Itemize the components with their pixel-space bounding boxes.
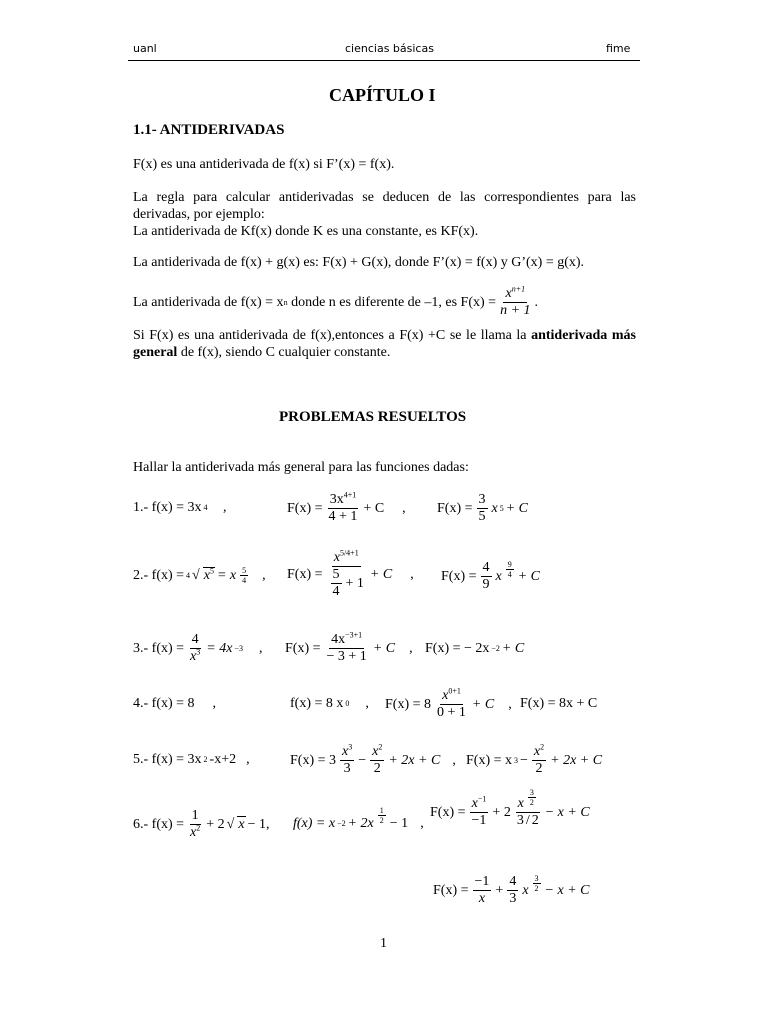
p4-fraction: [498, 286, 532, 319]
intro-p4: La antiderivada de f(x) = x n donde n es diferente de –1, es F(x) = $\frac{x^{n+1}}{n + 1}$ .: [133, 284, 539, 318]
p2-c-exp: [506, 560, 514, 579]
p3-a-frac: [188, 632, 202, 665]
p6-c-n-exp: −1: [477, 794, 487, 804]
p2-a-rad: x: [203, 568, 210, 583]
p3-a-den-exp: 3: [196, 647, 201, 657]
p2-c-tail: x: [495, 568, 502, 584]
p1-b-end: + C: [363, 500, 385, 516]
problem-4-f2: f(x) = 8 x 0 ,: [290, 696, 369, 711]
p5-b-d1: 3: [343, 761, 351, 776]
problem-5-f: 5.- f(x) = 3x 2 -x+2 ,: [133, 752, 250, 767]
p5-b-n1-exp: 3: [348, 742, 353, 752]
section-heading: 1.1- ANTIDERIVADAS: [133, 122, 285, 138]
p6-b-exp2-n: 1: [379, 805, 384, 815]
p4-a-sep: ,: [212, 696, 217, 711]
p5-c: F(x) = x: [466, 752, 513, 768]
p2-b-end: + C: [369, 567, 393, 582]
p4-c-end: + C: [471, 696, 495, 712]
header-center: ciencias básicas: [345, 42, 434, 55]
header-right: fime: [606, 42, 631, 55]
p4-num-exp: n+1: [511, 284, 526, 294]
problem-3-F: [285, 632, 413, 665]
p5-b-n2-exp: 2: [378, 742, 383, 752]
p6-c-d: −1: [471, 813, 487, 828]
p5-a-sep: ,: [246, 752, 250, 767]
p4-c-num: x: [442, 688, 449, 703]
p6-a-plus: + 2: [206, 816, 225, 832]
intro-p2-line3: La antiderivada de Kf(x) donde K es una constante, es KF(x).: [133, 224, 479, 239]
p2-a-eq-exp: [240, 566, 248, 585]
p2-b-den-n: 5: [332, 567, 340, 582]
p6-c-n: x: [471, 796, 478, 811]
p6b-d2: 3: [509, 891, 517, 906]
p3-a-eq: = 4x: [206, 640, 233, 656]
p2-a-sep: ,: [262, 567, 266, 583]
p4-end: .: [534, 294, 539, 310]
p6-a-den-exp: 2: [196, 823, 201, 833]
p6b-end: − x + C: [544, 882, 590, 898]
problem-3-f: 3.- f(x) = $\frac{4}{x^3}$ = 4x −3 ,: [133, 632, 263, 664]
intro-p2-line1: La regla para calcular antiderivadas se deducen de las correspondientes para las: [133, 190, 636, 205]
p5-b: F(x) = 3: [290, 752, 337, 768]
intro-p2-line2: derivadas, por ejemplo:: [133, 207, 265, 222]
p6b-d1: x: [478, 891, 486, 906]
p5-b-n2: x: [372, 744, 379, 759]
p5-b-d2: 2: [373, 761, 381, 776]
p4-c-sep: ,: [508, 696, 512, 712]
p6-c-n2-exp-n: 3: [529, 787, 534, 797]
problem-6-f: [133, 808, 269, 841]
p6-c-frac2: x $\frac{3}{2}$ 3 / 2: [516, 787, 539, 828]
p4-a: 4.- f(x) = 8: [133, 696, 195, 711]
header-left: uanl: [133, 42, 157, 55]
p5-b-sep: ,: [452, 752, 456, 768]
problem-2-result: [441, 560, 540, 593]
p3-c-end: + C: [501, 641, 525, 656]
p5-c-n-exp: 2: [540, 742, 545, 752]
p5-b-frac2: [370, 744, 384, 777]
p3-b-den: − 3 + 1: [326, 649, 367, 664]
p6-a-num: 1: [191, 808, 199, 823]
problem-5-result: F(x) = x 3 − $\frac{x^2}{2}$ + 2x + C: [466, 742, 603, 776]
p4-num-base: x: [505, 286, 512, 301]
p1-c-end: + C: [505, 500, 529, 516]
p5-a-rest: -x+2: [209, 752, 237, 767]
p1-b: F(x) =: [287, 500, 323, 516]
p6b-n1: −1: [474, 874, 490, 889]
p1-c: F(x) =: [437, 500, 473, 516]
p3-a: 3.- f(x) =: [133, 640, 185, 656]
intro-p3: La antiderivada de f(x) + g(x) es: F(x) + G(x), donde F’(x) = f(x) y G’(x) = g(x).: [133, 255, 585, 270]
problem-1-F: [287, 492, 406, 525]
p6b-exp: [533, 874, 541, 893]
chapter-title: CAPÍTULO I: [329, 85, 436, 105]
p5-c: de f(x), siendo C cualquier constante.: [177, 345, 391, 360]
p5-b-end: + 2x + C: [388, 752, 441, 768]
p2-c-exp-d: 4: [507, 570, 512, 579]
p5-c-end: + 2x + C: [550, 752, 603, 768]
p1-c-frac: [477, 492, 488, 525]
p5-c-n: x: [533, 744, 541, 759]
p5-b-frac1: [340, 744, 354, 777]
p6-b-plus: + 2x: [347, 816, 374, 831]
p3-a-den: x: [190, 649, 197, 664]
p6b-frac2: [507, 874, 518, 907]
p4-b-sep: ,: [365, 696, 369, 711]
p2-b: F(x) =: [287, 567, 323, 582]
p5-b1: antiderivada más: [531, 328, 636, 343]
p6b-plus: +: [495, 882, 504, 898]
page-number: 1: [380, 936, 387, 951]
p2-b-num: x: [333, 550, 340, 565]
p6-a-den: x: [190, 825, 197, 840]
p2-c-frac: [481, 560, 492, 593]
problem-6-f2: f(x) = x −2 + 2x $\frac{1}{2}$ − 1 ,: [293, 805, 424, 831]
p4-c-den: 0 + 1: [437, 705, 466, 720]
p2-b-den-d: 4: [332, 584, 340, 599]
problem-4-f: [133, 696, 216, 712]
p6-c-plus: + 2: [492, 804, 511, 820]
p6-c-d2-d: 2: [531, 813, 539, 828]
intro-p5: [133, 327, 636, 361]
problem-6-F: [430, 787, 590, 829]
problem-1-f: 1.- f(x) = 3x 4 ,: [133, 500, 227, 515]
p6b-frac1: [473, 874, 492, 907]
p5-c-minus: −: [520, 752, 528, 768]
p3-b-num-exp: −3+1: [345, 630, 363, 640]
p5-b-n1: x: [342, 744, 349, 759]
problems-intro: Hallar la antiderivada más general para las funciones dadas:: [133, 460, 469, 475]
problem-2-f: 2.- f(x) = 4 √ $x^5$ = x $\frac{5}{4}$ ,: [133, 566, 266, 585]
p6b-exp-n: 3: [534, 874, 539, 883]
p6b-a: F(x) =: [433, 882, 469, 898]
p6-c-d2-n: 3: [516, 813, 524, 828]
p5-a: Si F(x) es una antiderivada de f(x),entonces a F(x) +C se le llama la: [133, 328, 532, 343]
p6-c-n2: x: [517, 796, 524, 811]
p2-c-num: 4: [482, 560, 490, 575]
problem-5-F: [290, 744, 456, 777]
p6-a-end: − 1,: [247, 816, 270, 832]
p1-a-sep: ,: [219, 500, 227, 515]
p6-a-rad: x: [238, 817, 245, 832]
p6-c-n2-exp-d: 2: [529, 797, 534, 807]
p6-c: F(x) =: [430, 804, 466, 820]
p2-c-end: + C: [517, 568, 541, 584]
problem-1-result: F(x) = $\frac{3}{5}$ x 5 + C: [437, 492, 529, 524]
p6-b-exp2: [378, 806, 386, 825]
p6-a-frac: [188, 808, 202, 841]
header-rule: [128, 60, 640, 61]
p4-mid: donde n es diferente de –1, es F(x) =: [287, 294, 497, 310]
p2-b-sep: ,: [410, 567, 414, 582]
p2-a-rad-exp: 5: [209, 566, 214, 576]
p2-b-num-exp: 5/4+1: [339, 548, 359, 558]
p6b-n2: 4: [509, 874, 517, 889]
p6b-exp-d: 2: [534, 884, 539, 893]
p4-pre: La antiderivada de f(x) = x: [133, 294, 284, 310]
p6-b: f(x) = x: [293, 816, 336, 831]
problem-4-result: F(x) = 8x + C: [520, 696, 598, 711]
p2-c: F(x) =: [441, 568, 477, 584]
p2-b-frac: [327, 550, 366, 600]
p3-b-end: + C: [372, 640, 396, 656]
p2-b-den-plus: + 1: [345, 575, 364, 591]
p1-b-sep: ,: [402, 500, 406, 516]
p4-b: f(x) = 8 x: [290, 696, 344, 711]
intro-p1: F(x) es una antiderivada de f(x) si F’(x) = f(x).: [133, 157, 395, 172]
p3-b: F(x) =: [285, 640, 321, 656]
p5-c-frac: [532, 744, 546, 777]
p6-a: 6.- f(x) =: [133, 816, 185, 832]
p4-den: n + 1: [500, 303, 531, 318]
p6-c-frac1: [470, 796, 489, 829]
p6b-tail: x: [522, 882, 529, 898]
p2-c-den: 9: [482, 577, 490, 592]
p2-a-eq-exp-n: 5: [242, 566, 247, 575]
p1-a: 1.- f(x) = 3x: [133, 500, 202, 515]
sqrt-icon: √: [226, 816, 235, 832]
p3-b-num: 4x: [331, 632, 346, 647]
p3-b-frac: [325, 632, 369, 665]
p3-c: F(x) = − 2x: [425, 641, 490, 656]
problem-2-F: [287, 550, 414, 600]
p5-c-d: 2: [535, 761, 543, 776]
problem-3-result: F(x) = − 2x −2 + C: [425, 641, 525, 656]
p2-c-exp-n: 9: [507, 560, 512, 569]
p6-b-end: − 1: [389, 816, 409, 831]
p5-b2: general: [133, 345, 178, 360]
problems-title: PROBLEMAS RESUELTOS: [279, 409, 467, 425]
p1-b-den: 4 + 1: [328, 509, 358, 524]
intro-p2: [133, 189, 636, 240]
p3-a-num: 4: [191, 632, 199, 647]
p1-b-num: 3x: [329, 492, 344, 507]
p3-b-sep: ,: [409, 640, 413, 656]
p1-c-tail: x: [491, 500, 498, 516]
p4-c-num-exp: 0+1: [448, 686, 461, 696]
p1-c-den: 5: [478, 509, 486, 524]
p2-a-eq: = x: [216, 567, 237, 583]
p4-c-frac: [435, 688, 468, 721]
problem-4-F: [385, 688, 512, 721]
p2-a: 2.- f(x) =: [133, 567, 185, 583]
p6-b-exp2-d: 2: [379, 815, 384, 825]
p6-b-sep: ,: [420, 816, 424, 831]
p1-b-frac: [327, 492, 360, 525]
problem-6-result: [433, 874, 590, 907]
p1-b-num-exp: 4+1: [343, 490, 357, 500]
radical-icon: √: [192, 567, 200, 583]
p4-c: F(x) = 8: [385, 696, 432, 712]
p5-b-minus: −: [358, 752, 367, 768]
p5-a: 5.- f(x) = 3x: [133, 752, 202, 767]
p1-c-num: 3: [478, 492, 486, 507]
p2-a-eq-exp-d: 4: [242, 576, 247, 585]
p3-a-sep: ,: [258, 640, 263, 656]
p6-c-end: − x + C: [544, 804, 590, 820]
